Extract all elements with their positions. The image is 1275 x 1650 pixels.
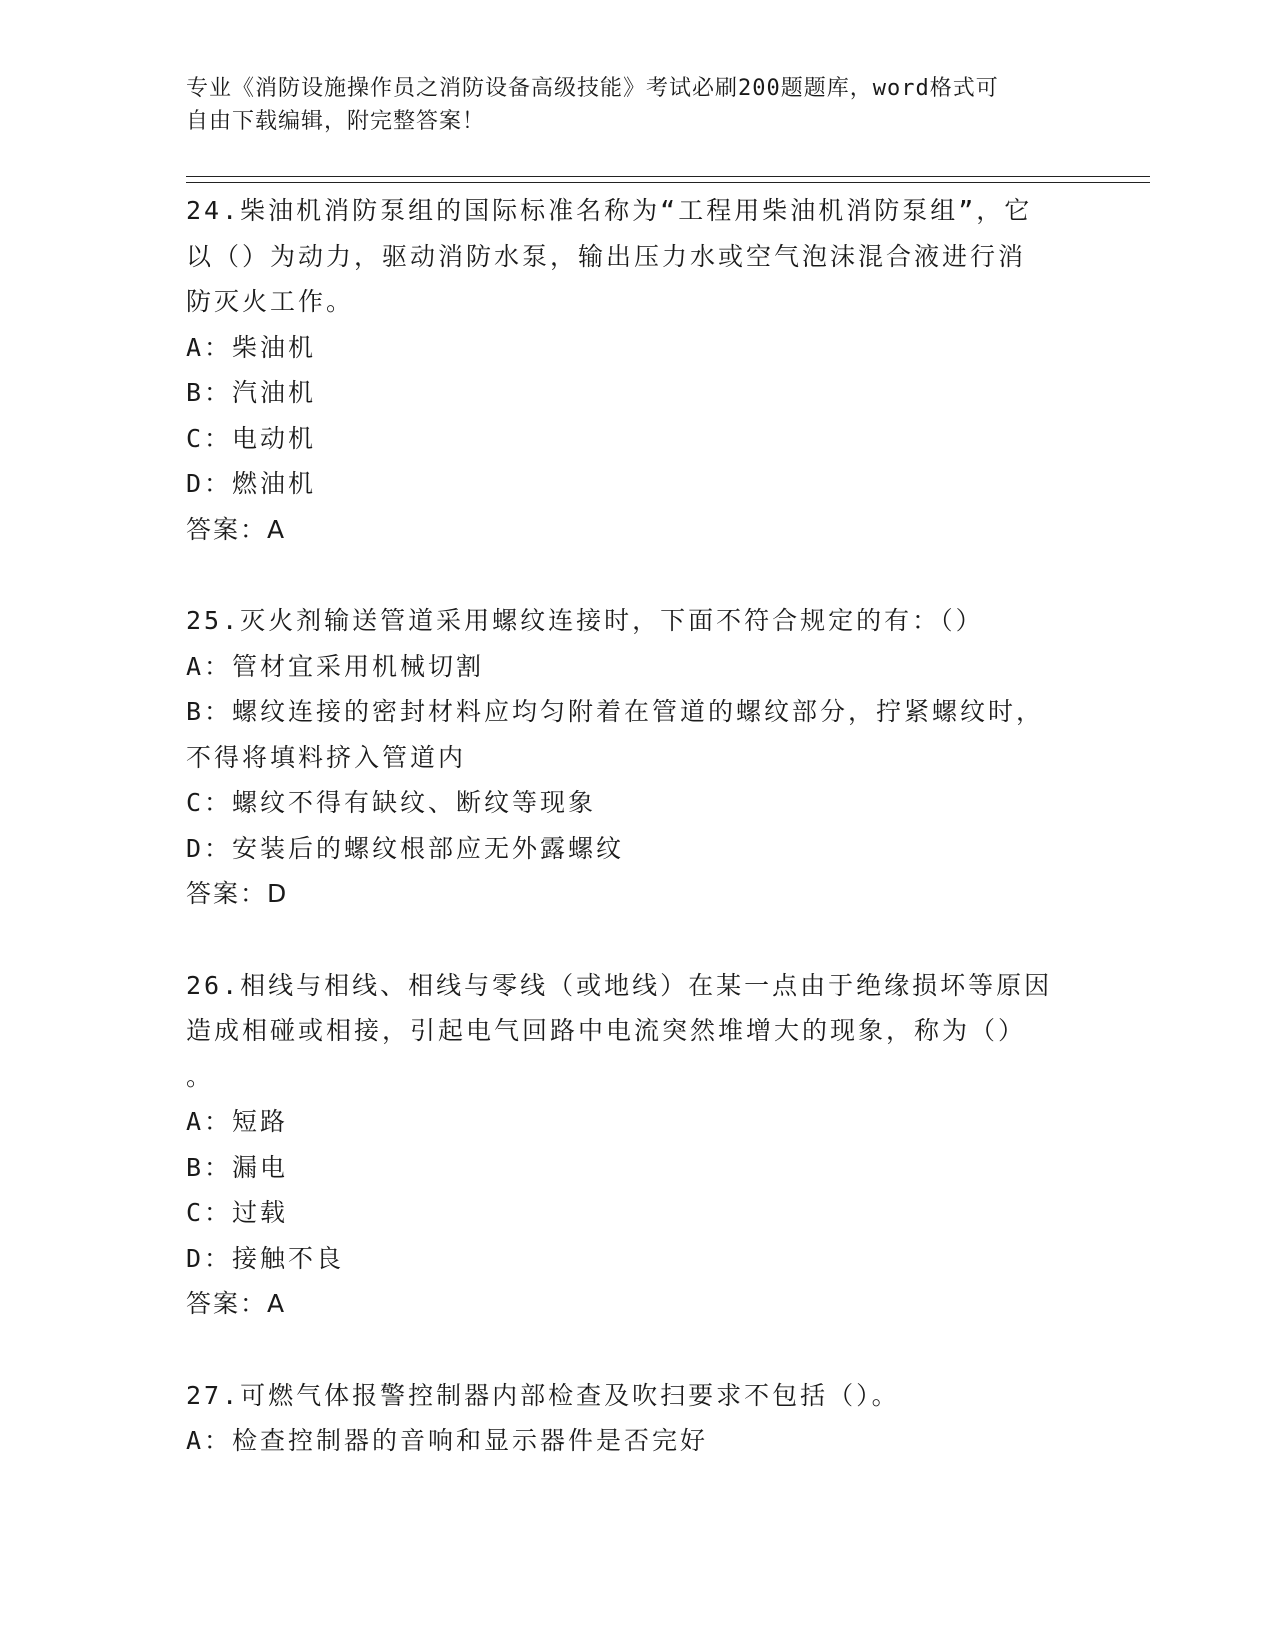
question-26 <box>186 963 1086 1327</box>
option-c: C：电动机 <box>186 423 317 453</box>
option-b: B：螺纹连接的密封材料应均匀附着在管道的螺纹部分，拧紧螺纹时， <box>186 697 1045 726</box>
header-line-1: 专业《消防设施操作员之消防设备高级技能》考试必刷200题题库，word格式可 <box>186 76 999 101</box>
option-a: A：检查控制器的音响和显示器件是否完好 <box>186 1426 709 1455</box>
question-stem-line: 24.柴油机消防泵组的国际标准名称为“工程用柴油机消防泵组”，它 <box>186 196 1033 225</box>
document-header <box>186 72 1066 138</box>
question-stem-line: 造成相碰或相接，引起电气回路中电流突然堆增大的现象，称为（） <box>186 1016 1027 1045</box>
option-b-continued: 不得将填料挤入管道内 <box>186 742 467 772</box>
question-24 <box>186 188 1086 552</box>
question-27 <box>186 1373 1086 1464</box>
header-divider-bottom <box>186 182 1150 183</box>
question-25 <box>186 598 1086 917</box>
question-stem-line: 防灭火工作。 <box>186 287 355 316</box>
answer-line: 答案：A <box>186 1289 287 1318</box>
answer-line: 答案：A <box>186 514 287 544</box>
option-d: D：燃油机 <box>186 469 317 498</box>
question-stem-line: 26.相线与相线、相线与零线（或地线）在某一点由于绝缘损坏等原因 <box>186 970 1053 1000</box>
option-b: B：汽油机 <box>186 378 317 407</box>
header-line-2: 自由下载编辑，附完整答案！ <box>186 109 486 134</box>
option-a: A：柴油机 <box>186 332 317 362</box>
option-a: A：短路 <box>186 1107 289 1136</box>
option-b: B：漏电 <box>186 1152 289 1182</box>
question-stem-line: 。 <box>186 1061 215 1091</box>
header-divider-top <box>186 176 1150 177</box>
question-stem-line: 25.灭火剂输送管道采用螺纹连接时，下面不符合规定的有：（） <box>186 606 984 635</box>
question-stem-line: 27.可燃气体报警控制器内部检查及吹扫要求不包括（）。 <box>186 1380 900 1410</box>
option-c: C：过载 <box>186 1198 289 1227</box>
option-d: D：安装后的螺纹根部应无外露螺纹 <box>186 833 625 863</box>
option-a: A：管材宜采用机械切割 <box>186 651 485 681</box>
option-c: C：螺纹不得有缺纹、断纹等现象 <box>186 788 597 817</box>
question-list <box>186 188 1086 1464</box>
question-stem-line: 以（）为动力，驱动消防水泵，输出压力水或空气泡沫混合液进行消 <box>186 241 1027 271</box>
answer-line: 答案：D <box>186 879 289 908</box>
option-d: D：接触不良 <box>186 1243 345 1273</box>
